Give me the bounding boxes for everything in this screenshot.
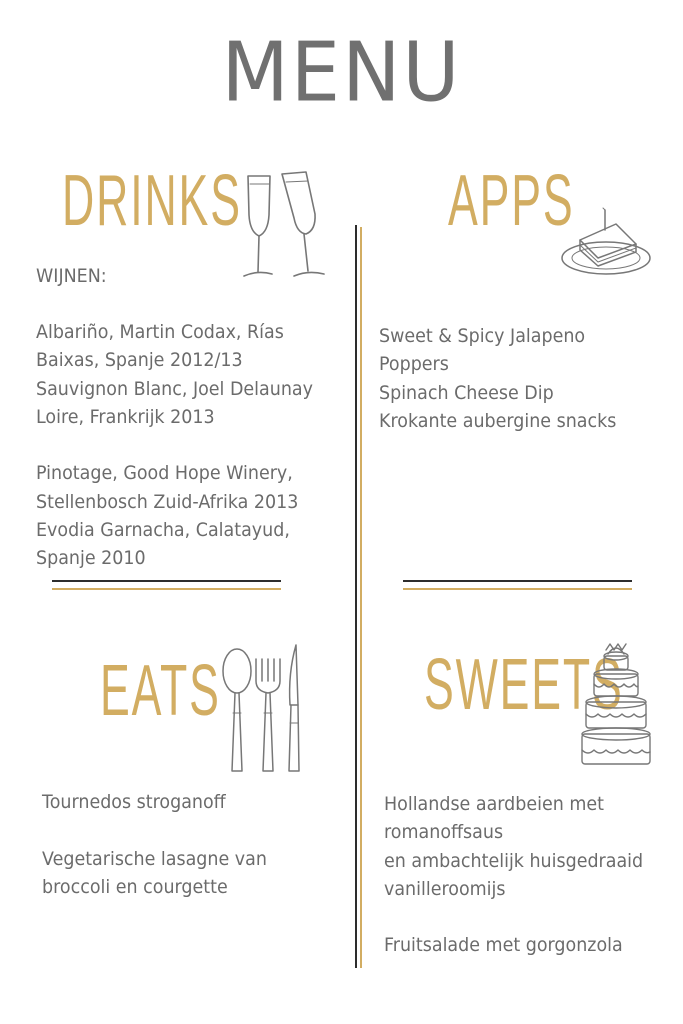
drinks-divider-dark xyxy=(52,580,281,582)
drinks-list: Albariño, Martin Codax, Rías Baixas, Spanje 2012/13 Sauvignon Blanc, Joel Delaunay Loire, Frankrijk 2013 Pinotage, Good Hope Winery, Stellenbosch Zuid-Afrika 2013 Evodia Garnacha, Calatayud, Spanje 2010 xyxy=(36,321,313,570)
sweets-list: Hollandse aardbeien met romanoffsaus en ambachtelijk huisgedraaid vanilleroomijs Fruitsalade met gorgonzola xyxy=(384,793,644,957)
drinks-heading: DRINKS xyxy=(62,161,242,241)
wedding-cake-icon xyxy=(580,640,652,770)
apps-heading: APPS xyxy=(448,161,575,241)
sweets-heading: SWEETS xyxy=(424,645,624,725)
vertical-divider-gold xyxy=(360,227,362,968)
vertical-divider-dark xyxy=(355,225,357,968)
apps-divider-gold xyxy=(403,588,632,590)
cutlery-icon xyxy=(218,643,313,775)
drinks-divider-gold xyxy=(52,588,281,590)
sandwich-plate-icon xyxy=(558,206,658,280)
champagne-glasses-icon xyxy=(236,170,331,282)
drinks-subheading: WIJNEN: xyxy=(36,265,107,287)
eats-heading: EATS xyxy=(100,651,221,731)
page-title: MENU xyxy=(221,25,462,121)
apps-divider-dark xyxy=(403,580,632,582)
apps-list: Sweet & Spicy Jalapeno Poppers Spinach Cheese Dip Krokante aubergine snacks xyxy=(379,325,617,432)
eats-list: Tournedos stroganoff Vegetarische lasagne van broccoli en courgette xyxy=(42,791,267,898)
